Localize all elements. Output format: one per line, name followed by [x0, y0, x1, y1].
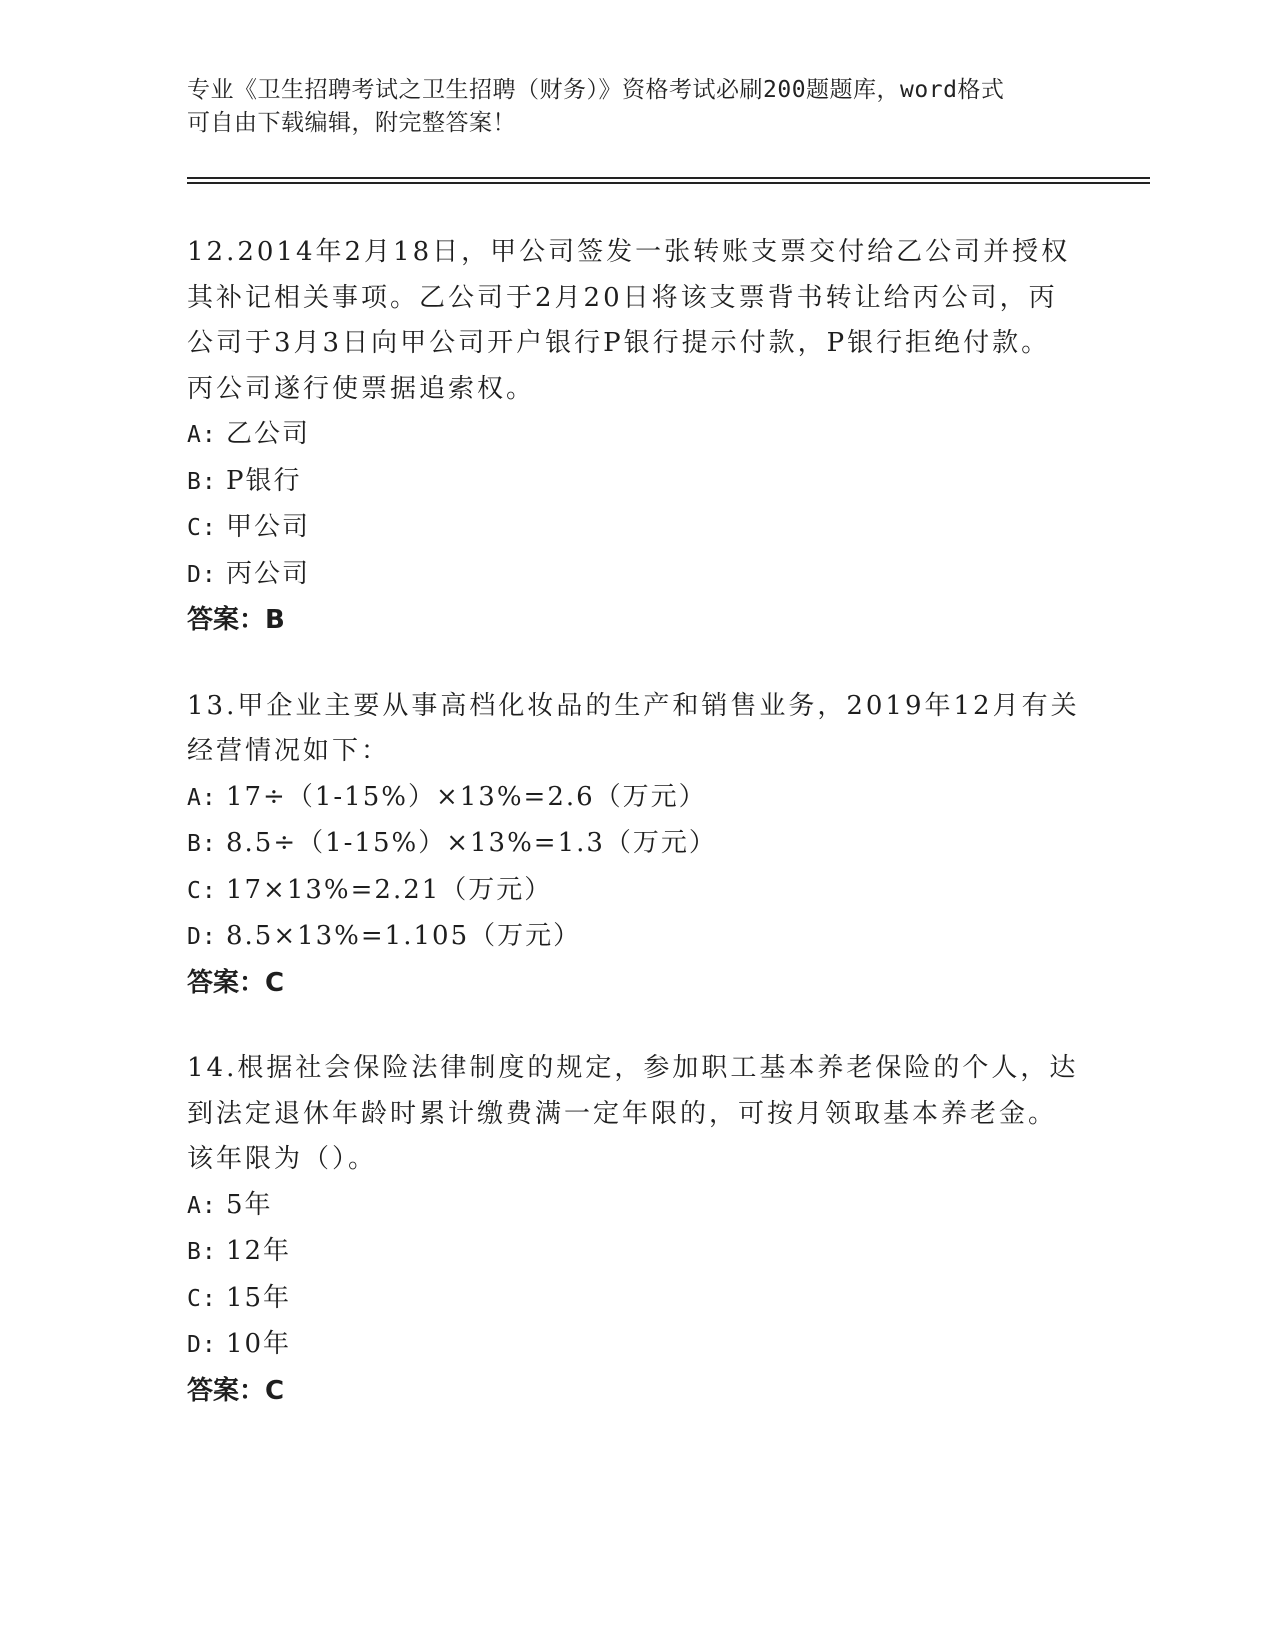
option-c [187, 1276, 1087, 1323]
option-d [187, 552, 1087, 599]
question-stem-line: 公司于3月3日向甲公司开户银行P银行提示付款，P银行拒绝付款。 [187, 328, 1051, 358]
question-stem-line: 到法定退休年龄时累计缴费满一定年限的，可按月领取基本养老金。 [187, 1098, 1058, 1129]
question-list [187, 230, 1087, 1454]
option-d [187, 914, 1087, 961]
option-text: 甲公司 [225, 512, 310, 542]
question-stem-line: 丙公司遂行使票据追索权。 [187, 373, 536, 404]
option-b [187, 821, 1087, 868]
option-label: D: [187, 561, 217, 588]
document-header [187, 74, 1087, 140]
option-text: 10年 [225, 1329, 292, 1359]
option-label: C: [187, 1285, 217, 1312]
question-12 [187, 230, 1087, 644]
option-text: 12年 [225, 1236, 292, 1266]
question-stem-line: 13.甲企业主要从事高档化妆品的生产和销售业务，2019年12月有关 [187, 690, 1080, 721]
question-stem-line: 12.2014年2月18日，甲公司签发一张转账支票交付给乙公司并授权 [187, 237, 1071, 267]
option-text: 8.5×13%=1.105（万元） [225, 921, 582, 951]
option-d [187, 1322, 1087, 1369]
answer-key: 答案：C [187, 1375, 285, 1406]
option-text: 17÷（1-15%）×13%=2.6（万元） [225, 781, 707, 812]
answer-key: 答案：C [187, 967, 285, 998]
option-label: A: [187, 1192, 217, 1219]
option-text: 8.5÷（1-15%）×13%=1.3（万元） [225, 828, 717, 858]
option-text: P银行 [225, 465, 302, 496]
option-c [187, 505, 1087, 552]
option-label: D: [187, 924, 217, 950]
header-divider [187, 177, 1150, 179]
option-label: B: [187, 831, 217, 857]
header-divider [187, 182, 1150, 184]
question-13 [187, 684, 1087, 1007]
answer-key: 答案：B [187, 605, 285, 635]
option-text: 5年 [225, 1189, 273, 1220]
option-a [187, 1183, 1087, 1230]
option-text: 丙公司 [225, 558, 310, 589]
option-label: C: [187, 877, 217, 904]
option-text: 乙公司 [225, 419, 310, 449]
question-stem-line: 其补记相关事项。乙公司于2月20日将该支票背书转让给丙公司，丙 [187, 282, 1058, 313]
question-14 [187, 1046, 1087, 1414]
option-label: B: [187, 1239, 217, 1265]
option-a [187, 412, 1087, 459]
option-a [187, 775, 1087, 822]
option-b [187, 1229, 1087, 1276]
option-label: B: [187, 468, 217, 495]
option-label: C: [187, 515, 217, 541]
question-stem-line: 该年限为（）。 [187, 1144, 378, 1174]
option-text: 15年 [225, 1282, 292, 1313]
option-text: 17×13%=2.21（万元） [225, 874, 553, 905]
option-label: D: [187, 1332, 217, 1358]
option-label: A: [187, 422, 217, 448]
header-line: 可自由下载编辑，附完整答案！ [187, 110, 516, 136]
header-line: 专业《卫生招聘考试之卫生招聘（财务）》资格考试必刷200题题库，word格式 [187, 77, 1005, 103]
option-label: A: [187, 784, 217, 811]
option-b [187, 459, 1087, 506]
option-c [187, 868, 1087, 915]
question-stem-line: 14.根据社会保险法律制度的规定，参加职工基本养老保险的个人，达 [187, 1053, 1079, 1083]
question-stem-line: 经营情况如下： [187, 736, 391, 766]
